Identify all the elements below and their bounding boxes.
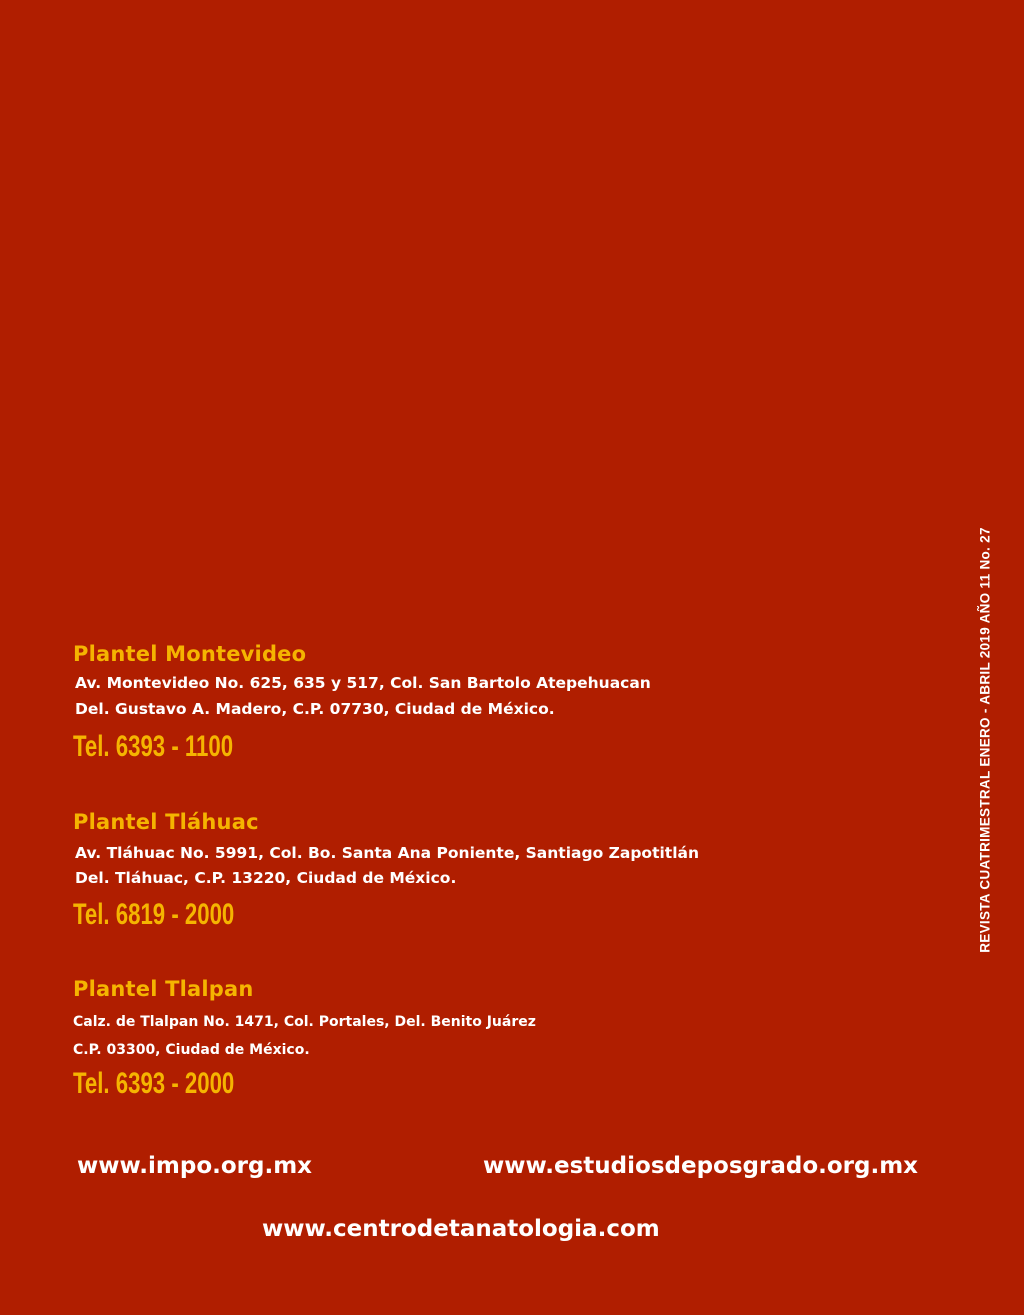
campus-phone: Tel. 6393 - 1100 — [73, 730, 234, 763]
campus-phone: Tel. 6819 - 2000 — [73, 898, 235, 931]
edition-note: REVISTA CUATRIMESTRAL ENERO - ABRIL 2019 AÑO 11 No. 27 — [977, 527, 993, 953]
campus-address-line2: Del. Tláhuac, C.P. 13220, Ciudad de México. — [75, 869, 457, 887]
website-centro-de-tanatologia[interactable]: www.centrodetanatologia.com — [262, 1216, 660, 1242]
campus-address-line2: C.P. 03300, Ciudad de México. — [73, 1042, 310, 1058]
campus-name: Plantel Tlalpan — [73, 977, 254, 1001]
campus-name: Plantel Tláhuac — [73, 810, 259, 834]
campus-address-line1: Av. Tláhuac No. 5991, Col. Bo. Santa Ana Poniente, Santiago Zapotitlán — [75, 844, 700, 862]
campus-address-line1: Calz. de Tlalpan No. 1471, Col. Portales, Del. Benito Juárez — [73, 1014, 536, 1030]
website-impo[interactable]: www.impo.org.mx — [77, 1153, 313, 1179]
campus-address-line2: Del. Gustavo A. Madero, C.P. 07730, Ciudad de México. — [75, 700, 555, 718]
campus-address-line1: Av. Montevideo No. 625, 635 y 517, Col. San Bartolo Atepehuacan — [75, 674, 651, 692]
campus-phone: Tel. 6393 - 2000 — [73, 1067, 235, 1100]
website-estudios-de-posgrado[interactable]: www.estudiosdeposgrado.org.mx — [483, 1153, 919, 1179]
campus-name: Plantel Montevideo — [73, 642, 307, 666]
